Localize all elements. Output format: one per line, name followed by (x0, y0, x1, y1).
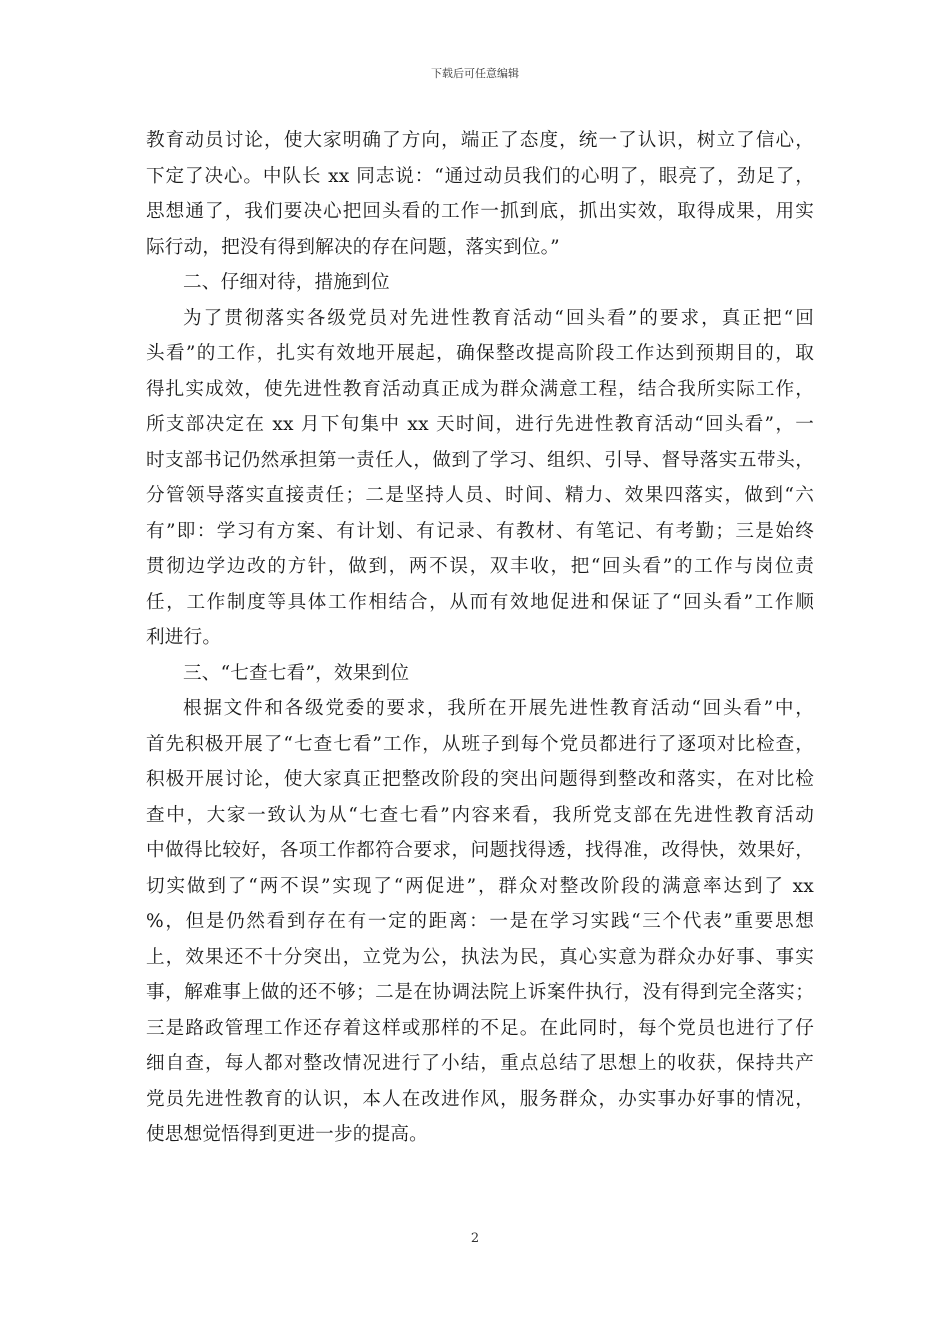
section-heading: 三、“七查七看”，效果到位 (183, 662, 410, 684)
body-line: 分管领导落实直接责任；二是坚持人员、时间、精力、效果四落实，做到“六 (146, 485, 814, 506)
body-line: 得扎实成效，使先进性教育活动真正成为群众满意工程，结合我所实际工作， (146, 378, 814, 400)
body-line: 为了贯彻落实各级党员对先进性教育活动“回头看”的要求，真正把“回 (183, 307, 814, 329)
body-line: 党员先进性教育的认识，本人在改进作风，服务群众，办实事办好事的情况， (146, 1088, 814, 1110)
body-line: 教育动员讨论，使大家明确了方向，端正了态度，统一了认识，树立了信心， (146, 130, 814, 151)
body-line: 切实做到了“两不误”实现了“两促进”，群众对整改阶段的满意率达到了 xx (146, 875, 814, 897)
page-number: 2 (470, 1231, 480, 1246)
body-line: 中做得比较好，各项工作都符合要求，问题找得透，找得准，改得快，效果好， (146, 840, 814, 861)
body-line: 上，效果还不十分突出，立党为公，执法为民，真心实意为群众办好事、事实 (146, 946, 814, 968)
body-line: 时支部书记仍然承担第一责任人，做到了学习、组织、引导、督导落实五带头， (146, 449, 814, 471)
body-line: 事，解难事上做的还不够；二是在协调法院上诉案件执行，没有得到完全落实； (146, 982, 814, 1003)
body-line: 有”即：学习有方案、有计划、有记录、有教材、有笔记、有考勤；三是始终 (146, 520, 814, 542)
body-line: 首先积极开展了“七查七看”工作，从班子到每个党员都进行了逐项对比检查， (146, 733, 814, 755)
body-line: 根据文件和各级党委的要求，我所在开展先进性教育活动“回头看”中， (183, 698, 814, 719)
body-line: 贯彻边学边改的方针，做到，两不误，双丰收，把“回头看”的工作与岗位责 (146, 556, 814, 577)
body-line: 细自查，每人都对整改情况进行了小结，重点总结了思想上的收获，保持共产 (146, 1053, 814, 1074)
body-line: 查中，大家一致认为从“七查七看”内容来看，我所党支部在先进性教育活动 (146, 804, 814, 826)
body-line: 头看”的工作，扎实有效地开展起，确保整改提高阶段工作达到预期目的，取 (146, 343, 814, 364)
body-line: 积极开展讨论，使大家真正把整改阶段的突出问题得到整改和落实，在对比检 (146, 769, 814, 790)
body-line: 思想通了，我们要决心把回头看的工作一抓到底，抓出实效，取得成果，用实 (146, 201, 814, 222)
body-line: 使思想觉悟得到更进一步的提高。 (146, 1124, 428, 1145)
body-line: 所支部决定在 xx 月下旬集中 xx 天时间，进行先进性教育活动“回头看”，一 (146, 414, 814, 435)
page-header: 下载后可任意编辑 (431, 67, 519, 80)
body-line: 下定了决心。中队长 xx 同志说：“通过动员我们的心明了，眼亮了，劲足了， (146, 165, 814, 187)
body-line: 际行动，把没有得到解决的存在问题，落实到位。” (146, 236, 560, 258)
document-body (146, 123, 814, 1153)
section-heading: 二、仔细对待，措施到位 (183, 272, 390, 293)
body-line: 任，工作制度等具体工作相结合，从而有效地促进和保证了“回头看”工作顺 (146, 591, 814, 613)
body-line: %，但是仍然看到存在有一定的距离：一是在学习实践“三个代表”重要思想 (146, 911, 814, 932)
body-line: 利进行。 (146, 627, 222, 648)
body-line: 三是路政管理工作还存着这样或那样的不足。在此同时，每个党员也进行了仔 (146, 1017, 814, 1039)
